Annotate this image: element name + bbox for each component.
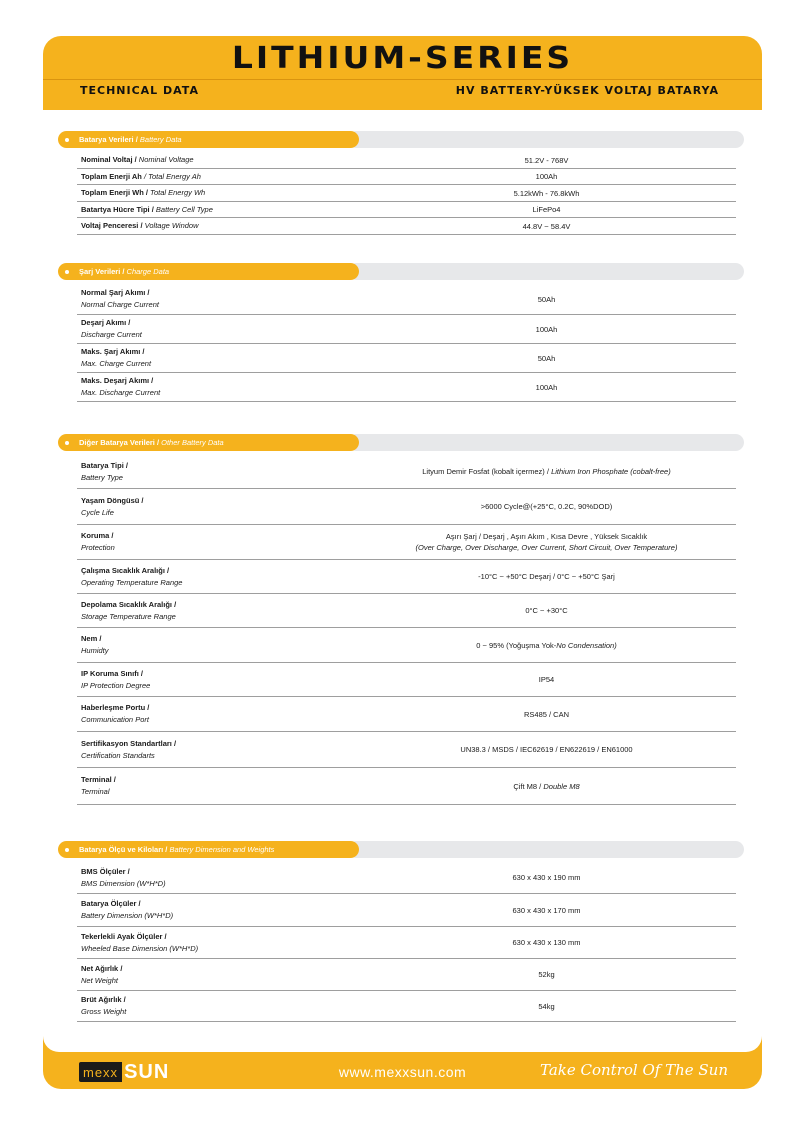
row-label: Toplam Enerji Wh / Total Energy Wh bbox=[81, 188, 206, 197]
table-row bbox=[77, 202, 736, 218]
row-value: 100Ah bbox=[535, 172, 558, 181]
row-value: UN38.3 / MSDS / IEC62619 / EN622619 / EN61000 bbox=[460, 745, 633, 754]
section-header-bar bbox=[348, 131, 744, 148]
row-label: Net Ağırlık / Net Weight bbox=[81, 963, 123, 985]
row-value: 0°C ~ +30°C bbox=[525, 606, 568, 615]
row-label: Çalışma Sıcaklık Aralığı / Operating Temperature Range bbox=[81, 565, 183, 587]
battery-data-table bbox=[77, 152, 736, 235]
row-value: LiFePo4 bbox=[532, 205, 561, 214]
row-value: 5.12kWh - 76.8kWh bbox=[513, 188, 580, 198]
table-row bbox=[77, 959, 736, 991]
row-label: Voltaj Penceresi / Voltage Window bbox=[81, 221, 199, 230]
row-label: Batartya Hücre Tipi / Battery Cell Type bbox=[81, 204, 213, 214]
row-label: Deşarj Akımı / Discharge Current bbox=[81, 318, 142, 339]
row-label: Yaşam Döngüsü / Cycle Life bbox=[81, 495, 144, 517]
section-header-charge-data bbox=[58, 263, 744, 280]
datasheet bbox=[43, 36, 762, 1089]
table-row bbox=[77, 927, 736, 959]
section-title: Diğer Batarya Verileri / Other Battery Data bbox=[79, 438, 224, 447]
row-label: Batarya Ölçüler / Battery Dimension (W*H*D) bbox=[81, 899, 174, 920]
table-row bbox=[77, 628, 736, 663]
section-header-pill bbox=[58, 131, 359, 148]
row-label: Tekerlekli Ayak Ölçüler / Wheeled Base Dimension (W*H*D) bbox=[81, 931, 199, 953]
row-value: 630 x 430 x 130 mm bbox=[512, 938, 581, 947]
bullet-icon bbox=[65, 138, 69, 142]
table-row bbox=[77, 489, 736, 525]
row-value: 44.8V ~ 58.4V bbox=[522, 221, 571, 231]
row-label: BMS Ölçüler / BMS Dimension (W*H*D) bbox=[81, 866, 166, 888]
bullet-icon bbox=[65, 270, 69, 274]
row-value: >6000 Cycle@(+25°C, 0.2C, 90%DOD) bbox=[480, 502, 613, 511]
row-label: Nominal Voltaj / Nominal Voltage bbox=[81, 155, 194, 164]
table-row bbox=[77, 169, 736, 185]
spec-panel bbox=[43, 110, 762, 1052]
row-label: Nem / Humidty bbox=[81, 634, 109, 655]
table-row bbox=[77, 663, 736, 697]
table-row bbox=[77, 862, 736, 894]
logo-sun-text: SUN bbox=[124, 1061, 170, 1083]
table-row bbox=[77, 344, 736, 373]
row-value: Çift M8 / Double M8 bbox=[513, 781, 580, 791]
table-row bbox=[77, 218, 736, 235]
section-header-bar bbox=[348, 263, 744, 280]
technical-data-label: TECHNICAL DATA bbox=[80, 84, 199, 97]
section-header-bar bbox=[348, 434, 744, 451]
section-title: Batarya Ölçü ve Kiloları / Battery Dimension and Weights bbox=[79, 845, 275, 854]
row-value: IP54 bbox=[538, 675, 555, 684]
row-label: Maks. Şarj Akımı / Max. Charge Current bbox=[81, 347, 152, 368]
row-value: RS485 / CAN bbox=[523, 709, 570, 719]
row-value: 52kg bbox=[538, 970, 555, 979]
table-row bbox=[77, 560, 736, 594]
table-row bbox=[77, 152, 736, 169]
row-value: 0 ~ 95% (Yoğuşma Yok-No Condensation) bbox=[476, 640, 617, 650]
website-link[interactable]: www.mexxsun.com bbox=[338, 1064, 467, 1080]
table-row bbox=[77, 525, 736, 560]
table-row bbox=[77, 315, 736, 344]
row-value: 630 x 430 x 170 mm bbox=[512, 905, 581, 915]
page-title: LITHIUM-SERIES bbox=[231, 39, 574, 76]
section-title: Şarj Verileri / Charge Data bbox=[79, 267, 170, 276]
bullet-icon bbox=[65, 848, 69, 852]
row-label: Normal Şarj Akımı / Normal Charge Current bbox=[81, 288, 159, 309]
row-label: Sertifikasyon Standartları / Certification Standarts bbox=[81, 738, 177, 760]
table-row bbox=[77, 768, 736, 805]
row-value: 630 x 430 x 190 mm bbox=[512, 873, 581, 882]
row-label: Terminal / Terminal bbox=[81, 775, 116, 796]
table-row bbox=[77, 185, 736, 202]
row-label: Batarya Tipi / Battery Type bbox=[81, 460, 128, 482]
row-value: 51.2V - 768V bbox=[524, 155, 569, 165]
table-row bbox=[77, 373, 736, 402]
section-title: Batarya Verileri / Battery Data bbox=[79, 135, 182, 144]
row-value: 100Ah bbox=[535, 324, 558, 334]
section-header-other-battery-data bbox=[58, 434, 744, 451]
table-row bbox=[77, 455, 736, 489]
bullet-icon bbox=[65, 441, 69, 445]
section-header-bar bbox=[348, 841, 744, 858]
section-header-pill bbox=[58, 841, 359, 858]
section-header-battery-data bbox=[58, 131, 744, 148]
row-value: Lityum Demir Fosfat (kobalt içermez) / Lithium Iron Phosphate (cobalt-free) bbox=[422, 467, 671, 476]
table-row bbox=[77, 594, 736, 628]
hv-battery-label: HV BATTERY-YÜKSEK VOLTAJ BATARYA bbox=[455, 84, 719, 97]
other-battery-data-table bbox=[77, 455, 736, 805]
row-label: IP Koruma Sınıfı / IP Protection Degree bbox=[81, 668, 151, 690]
section-header-pill bbox=[58, 263, 359, 280]
footer bbox=[43, 1054, 762, 1089]
row-label: Maks. Deşarj Akımı / Max. Discharge Current bbox=[81, 376, 161, 397]
row-label: Koruma / Protection bbox=[81, 531, 115, 552]
row-label: Toplam Enerji Ah / Total Energy Ah bbox=[81, 171, 201, 181]
dimension-weights-table bbox=[77, 862, 736, 1022]
table-row bbox=[77, 284, 736, 315]
slogan: Take Control Of The Sun bbox=[539, 1061, 728, 1079]
row-label: Brüt Ağırlık / Gross Weight bbox=[81, 995, 127, 1016]
table-row bbox=[77, 697, 736, 732]
row-value: 50Ah bbox=[537, 294, 556, 304]
table-row bbox=[77, 894, 736, 927]
row-value: 100Ah bbox=[535, 382, 558, 392]
section-header-pill bbox=[58, 434, 359, 451]
header-divider bbox=[43, 79, 762, 80]
row-value: Aşırı Şarj / Deşarj , Aşırı Akım , Kısa Devre , Yüksek Sıcaklık (Over Charge, Over Discharge, Over Current, Short Circuit, Over Temperature) bbox=[415, 532, 678, 552]
row-value: 54kg bbox=[538, 1001, 555, 1011]
logo-mexx-text: mexx bbox=[79, 1062, 122, 1082]
row-value: -10°C ~ +50°C Deşarj / 0°C ~ +50°C Şarj bbox=[478, 572, 615, 581]
section-header-dimension-weights bbox=[58, 841, 744, 858]
row-value: 50Ah bbox=[537, 353, 556, 363]
charge-data-table bbox=[77, 284, 736, 402]
row-label: Haberleşme Portu / Communication Port bbox=[81, 703, 150, 724]
row-label: Depolama Sıcaklık Aralığı / Storage Temperature Range bbox=[81, 599, 177, 621]
table-row bbox=[77, 732, 736, 768]
table-row bbox=[77, 991, 736, 1022]
